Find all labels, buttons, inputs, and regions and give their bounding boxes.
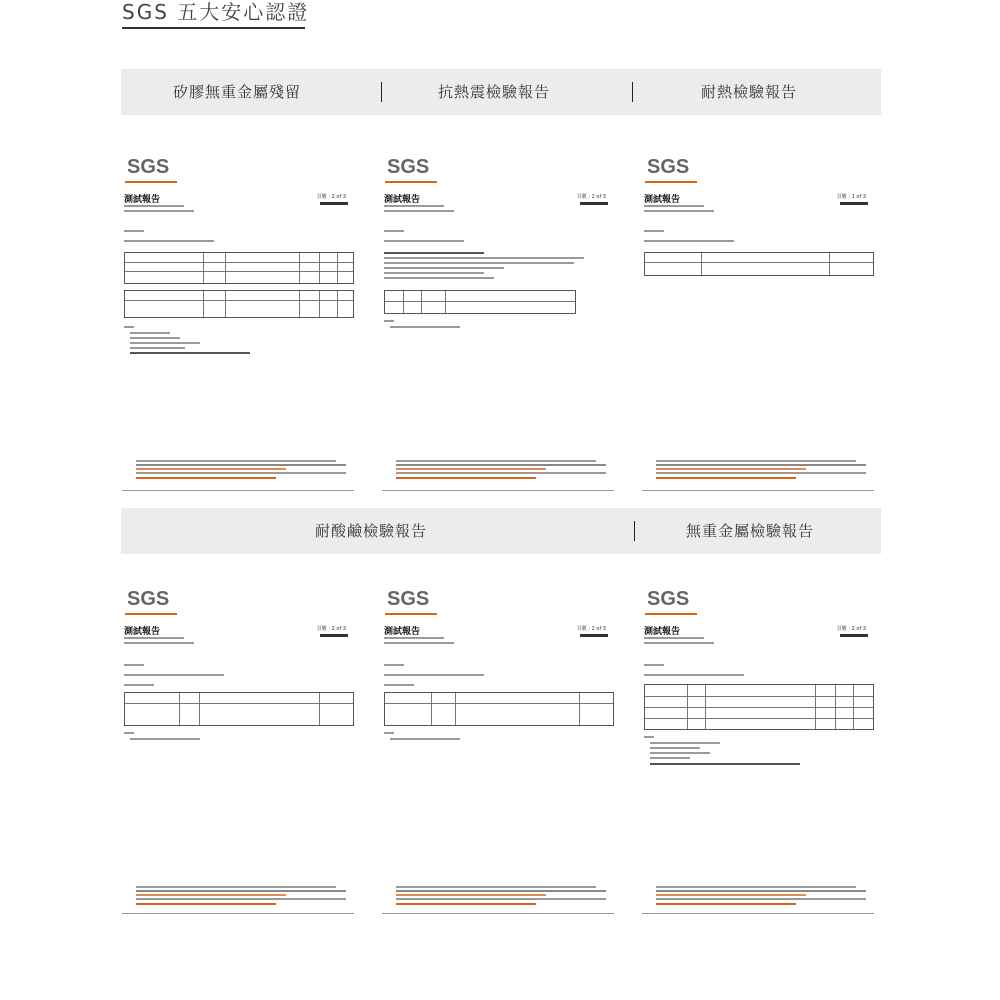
report-text-line [130, 332, 170, 334]
report-page-number: 頁數 : 2 of 3 [836, 626, 866, 632]
report-text-line [384, 684, 414, 686]
report-text-line [650, 742, 720, 744]
logo-underline [125, 181, 177, 183]
report-text-line [384, 252, 484, 254]
report-document-1[interactable] [122, 148, 354, 500]
report-text-line [124, 684, 154, 686]
report-category-band-top [121, 69, 881, 115]
report-text-line [644, 210, 714, 212]
sgs-logo: SGS [127, 588, 170, 610]
report-text-line [644, 240, 734, 242]
title-underline [122, 27, 305, 29]
report-text-line [124, 664, 144, 666]
report-text-line [124, 230, 144, 232]
footer-rule [122, 913, 354, 914]
barcode-mark [580, 634, 608, 637]
logo-underline [645, 181, 697, 183]
report-text-line [130, 738, 200, 740]
report-page-number: 頁數 : 2 of 3 [576, 626, 606, 632]
report-heading: 測試報告 [124, 195, 161, 205]
band-separator [634, 521, 635, 541]
report-text-line [644, 230, 664, 232]
report-text-line [384, 664, 404, 666]
report-text-line [644, 736, 654, 738]
report-page-number: 頁數 : 2 of 3 [316, 194, 346, 200]
report-text-line [384, 205, 444, 207]
results-table [384, 692, 614, 726]
report-heading: 測試報告 [384, 195, 421, 205]
report-text-line [124, 642, 194, 644]
report-text-line [644, 664, 664, 666]
barcode-mark [580, 202, 608, 205]
report-text-line [644, 205, 704, 207]
report-text-line [124, 210, 194, 212]
results-table [644, 252, 874, 276]
report-text-line [650, 763, 800, 765]
report-heading: 測試報告 [384, 627, 421, 637]
band-separator [632, 82, 633, 102]
report-category-band-bottom [121, 508, 881, 554]
sgs-logo: SGS [387, 156, 430, 178]
report-heading: 測試報告 [644, 195, 681, 205]
footer-rule [382, 913, 614, 914]
logo-underline [125, 613, 177, 615]
report-document-2[interactable] [382, 148, 614, 500]
report-text-line [384, 732, 394, 734]
report-text-line [384, 230, 404, 232]
report-document-5[interactable] [382, 580, 614, 932]
report-document-3[interactable] [642, 148, 874, 500]
report-text-line [124, 732, 134, 734]
report-text-line [644, 642, 714, 644]
report-text-line [384, 637, 444, 639]
report-text-line [384, 642, 454, 644]
report-text-line [384, 210, 454, 212]
report-text-line [130, 352, 250, 354]
results-table [644, 684, 874, 730]
report-text-line [124, 637, 184, 639]
report-text-line [650, 752, 710, 754]
barcode-mark [840, 634, 868, 637]
results-table [124, 290, 354, 318]
report-text-line [384, 674, 484, 676]
footer-rule [382, 490, 614, 491]
sgs-logo: SGS [387, 588, 430, 610]
category-label-heavy-metal: 無重金屬檢驗報告 [686, 522, 815, 540]
report-text-line [124, 205, 184, 207]
report-document-6[interactable] [642, 580, 874, 932]
sgs-logo: SGS [127, 156, 170, 178]
report-text-line [130, 337, 180, 339]
report-text-line [384, 262, 574, 264]
footer-rule [642, 490, 874, 491]
results-table [124, 252, 354, 284]
report-document-4[interactable] [122, 580, 354, 932]
category-label-thermal-shock: 抗熱震檢驗報告 [438, 83, 551, 101]
report-text-line [644, 637, 704, 639]
report-text-line [124, 240, 214, 242]
report-text-line [124, 326, 134, 328]
logo-underline [645, 613, 697, 615]
report-text-line [384, 240, 464, 242]
logo-underline [385, 181, 437, 183]
report-text-line [130, 342, 200, 344]
report-page-number: 頁數 : 2 of 3 [316, 626, 346, 632]
report-page-number: 頁數 : 1 of 3 [836, 194, 866, 200]
results-table [124, 692, 354, 726]
report-text-line [384, 272, 484, 274]
report-text-line [384, 277, 494, 279]
report-heading: 測試報告 [124, 627, 161, 637]
report-text-line [390, 326, 460, 328]
barcode-mark [320, 634, 348, 637]
report-heading: 測試報告 [644, 627, 681, 637]
barcode-mark [840, 202, 868, 205]
category-label-heat-resistance: 耐熱檢驗報告 [701, 83, 798, 101]
report-text-line [130, 347, 185, 349]
page-title: SGS 五大安心認證 [122, 0, 310, 24]
sgs-logo: SGS [647, 588, 690, 610]
results-table [384, 290, 576, 314]
report-text-line [650, 747, 700, 749]
report-text-line [390, 738, 460, 740]
band-separator [381, 82, 382, 102]
report-text-line [384, 320, 394, 322]
report-text-line [384, 267, 504, 269]
report-text-line [644, 674, 744, 676]
barcode-mark [320, 202, 348, 205]
footer-rule [642, 913, 874, 914]
sgs-logo: SGS [647, 156, 690, 178]
report-text-line [650, 757, 690, 759]
category-label-acid-alkali: 耐酸鹼檢驗報告 [315, 522, 428, 540]
category-label-silicone: 矽膠無重金屬殘留 [173, 83, 302, 101]
report-text-line [124, 674, 224, 676]
logo-underline [385, 613, 437, 615]
report-page-number: 頁數 : 2 of 3 [576, 194, 606, 200]
footer-rule [122, 490, 354, 491]
report-text-line [384, 257, 584, 259]
